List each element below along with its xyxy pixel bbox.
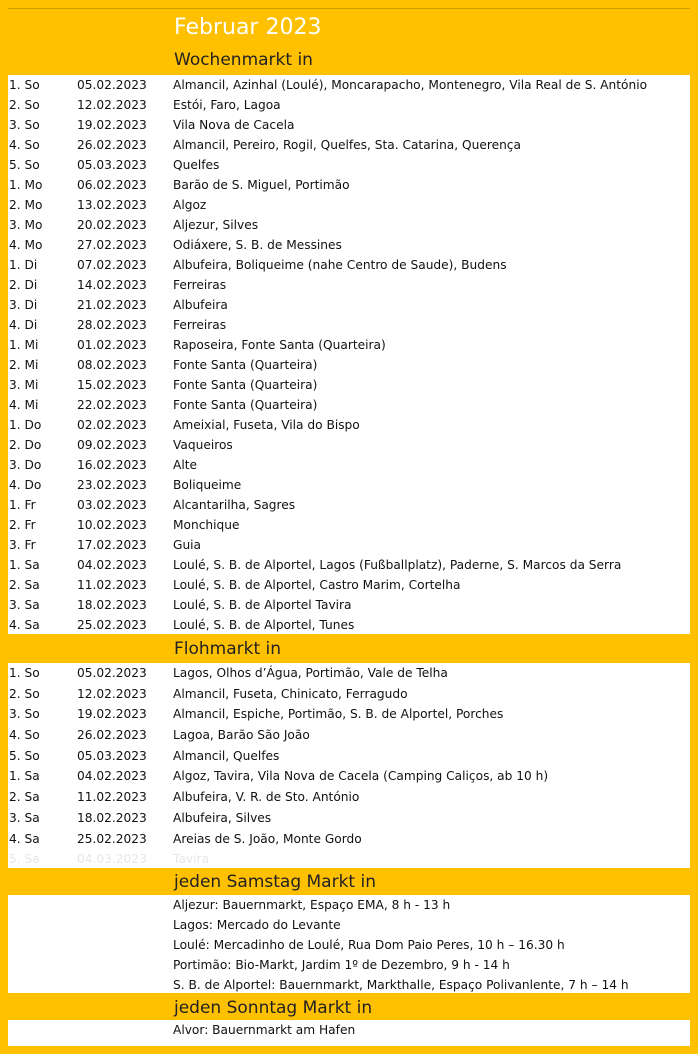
row-date: 11.02.2023: [77, 578, 147, 592]
row-week-label: 2. Di: [9, 278, 38, 292]
list-item: [8, 975, 690, 995]
row-week-label: 1. Mo: [9, 178, 43, 192]
row-week-label: 4. Sa: [9, 831, 40, 846]
row-date: 12.02.2023: [77, 98, 147, 112]
row-locations: Aljezur, Silves: [173, 218, 259, 232]
row-week-label: 3. Mo: [9, 218, 43, 232]
table-row: [8, 535, 690, 555]
row-week-label: 3. Mi: [9, 378, 39, 392]
row-locations: Fonte Santa (Quarteira): [173, 378, 318, 392]
row-date: 13.02.2023: [77, 198, 147, 212]
table-row: [8, 75, 690, 95]
table-row: [8, 595, 690, 615]
row-week-label: 1. Do: [9, 418, 42, 432]
row-locations: Vila Nova de Cacela: [173, 118, 295, 132]
row-locations: Ameixial, Fuseta, Vila do Bispo: [173, 418, 360, 432]
table-row: [8, 395, 690, 415]
table-row: [8, 235, 690, 255]
flohmarkt-table: [8, 663, 690, 868]
row-date: 05.03.2023: [77, 748, 147, 763]
row-date: 07.02.2023: [77, 258, 147, 272]
row-week-label: 5. So: [9, 748, 40, 763]
table-row: [8, 95, 690, 115]
row-locations: Albufeira, V. R. de Sto. António: [173, 790, 360, 805]
row-locations: Boliqueime: [173, 478, 242, 492]
row-date: 25.02.2023: [77, 831, 147, 846]
table-row: [8, 435, 690, 455]
list-item-text: Loulé: Mercadinho de Loulé, Rua Dom Paio Peres, 10 h – 16.30 h: [173, 938, 565, 952]
row-locations: Tavira: [173, 852, 209, 867]
row-date: 12.02.2023: [77, 686, 147, 701]
row-date: 21.02.2023: [77, 298, 147, 312]
row-date: 16.02.2023: [77, 458, 147, 472]
table-row: [8, 455, 690, 475]
list-item-text: Lagos: Mercado do Levante: [173, 918, 341, 932]
row-locations: Almancil, Azinhal (Loulé), Moncarapacho, Montenegro, Vila Real de S. António: [173, 78, 648, 92]
row-date: 26.02.2023: [77, 138, 147, 152]
row-week-label: 1. Fr: [9, 498, 36, 512]
table-row: [8, 515, 690, 535]
row-date: 19.02.2023: [77, 118, 147, 132]
table-row: [8, 315, 690, 335]
row-locations: Albufeira: [173, 298, 228, 312]
row-locations: Albufeira, Silves: [173, 810, 272, 825]
row-week-label: 1. Mi: [9, 338, 39, 352]
list-item-text: Aljezur: Bauernmarkt, Espaço EMA, 8 h - 13 h: [173, 898, 451, 912]
row-week-label: 4. Sa: [9, 618, 40, 632]
list-item: [8, 895, 690, 915]
row-date: 17.02.2023: [77, 538, 147, 552]
row-date: 20.02.2023: [77, 218, 147, 232]
sonntag-list: [8, 1020, 690, 1046]
row-date: 06.02.2023: [77, 178, 147, 192]
list-item: [8, 935, 690, 955]
row-locations: Ferreiras: [173, 318, 227, 332]
row-week-label: 2. Mo: [9, 198, 43, 212]
row-locations: Algoz, Tavira, Vila Nova de Cacela (Camping Caliços, ab 10 h): [173, 769, 549, 784]
row-date: 25.02.2023: [77, 618, 147, 632]
row-week-label: 2. Do: [9, 438, 42, 452]
row-week-label: 3. Fr: [9, 538, 36, 552]
row-date: 11.02.2023: [77, 790, 147, 805]
row-locations: Almancil, Fuseta, Chinicato, Ferragudo: [173, 686, 408, 701]
row-week-label: 2. Fr: [9, 518, 36, 532]
row-locations: Almancil, Quelfes: [173, 748, 280, 763]
section-heading-label: Wochenmarkt in: [174, 50, 313, 70]
row-locations: Almancil, Pereiro, Rogil, Quelfes, Sta. Catarina, Querença: [173, 138, 521, 152]
row-locations: Alte: [173, 458, 198, 472]
row-locations: Loulé, S. B. de Alportel, Castro Marim, Cortelha: [173, 578, 461, 592]
row-locations: Albufeira, Boliqueime (nahe Centro de Saude), Budens: [173, 258, 507, 272]
row-date: 28.02.2023: [77, 318, 147, 332]
row-locations: Guia: [173, 538, 202, 552]
table-row: [8, 415, 690, 435]
row-date: 04.02.2023: [77, 769, 147, 784]
row-locations: Lagos, Olhos d’Água, Portimão, Vale de Telha: [173, 666, 448, 680]
row-week-label: 3. So: [9, 707, 40, 722]
section-heading-label: Flohmarkt in: [174, 639, 282, 659]
table-row: [8, 175, 690, 195]
row-date: 03.02.2023: [77, 498, 147, 512]
row-locations: Alcantarilha, Sagres: [173, 498, 296, 512]
row-locations: Loulé, S. B. de Alportel Tavira: [173, 598, 352, 612]
row-locations: Loulé, S. B. de Alportel, Lagos (Fußballplatz), Paderne, S. Marcos da Serra: [173, 558, 622, 572]
row-date: 18.02.2023: [77, 810, 147, 825]
row-date: 04.03.2023: [77, 852, 147, 867]
row-locations: Vaqueiros: [173, 438, 233, 452]
section-heading-label: jeden Samstag Markt in: [174, 872, 376, 892]
list-item: [8, 1020, 690, 1040]
row-locations: Raposeira, Fonte Santa (Quarteira): [173, 338, 386, 352]
row-week-label: 2. Mi: [9, 358, 39, 372]
row-date: 19.02.2023: [77, 707, 147, 722]
row-locations: Estói, Faro, Lagoa: [173, 98, 281, 112]
table-row: [8, 475, 690, 495]
row-week-label: 4. So: [9, 138, 40, 152]
row-week-label: 3. So: [9, 118, 40, 132]
table-row: [8, 725, 690, 746]
wochenmarkt-table: [8, 75, 690, 634]
row-week-label: 4. Do: [9, 478, 42, 492]
row-week-label: 3. Di: [9, 298, 38, 312]
table-row: [8, 335, 690, 355]
row-date: 05.02.2023: [77, 666, 147, 680]
table-row: [8, 495, 690, 515]
row-week-label: 2. So: [9, 686, 40, 701]
table-row: [8, 555, 690, 575]
row-week-label: 5. So: [9, 158, 40, 172]
row-week-label: 1. Di: [9, 258, 38, 272]
row-date: 15.02.2023: [77, 378, 147, 392]
table-row: [8, 829, 690, 850]
list-item-text: S. B. de Alportel: Bauernmarkt, Markthalle, Espaço Polivanlente, 7 h – 14 h: [173, 978, 629, 992]
table-row: [8, 575, 690, 595]
table-row: [8, 808, 690, 829]
row-date: 10.02.2023: [77, 518, 147, 532]
row-date: 26.02.2023: [77, 728, 147, 743]
row-date: 22.02.2023: [77, 398, 147, 412]
row-locations: Areias de S. João, Monte Gordo: [173, 831, 362, 846]
row-date: 14.02.2023: [77, 278, 147, 292]
section-heading-label: jeden Sonntag Markt in: [174, 998, 373, 1018]
list-item: [8, 955, 690, 975]
table-row: [8, 615, 690, 635]
row-week-label: 4. Di: [9, 318, 38, 332]
table-row: [8, 704, 690, 725]
table-row: [8, 375, 690, 395]
table-row: [8, 746, 690, 767]
row-week-label: 4. Mo: [9, 238, 43, 252]
row-week-label: 4. So: [9, 728, 40, 743]
row-locations: Ferreiras: [173, 278, 227, 292]
table-row: [8, 766, 690, 787]
row-week-label: 4. Mi: [9, 398, 39, 412]
table-row: [8, 115, 690, 135]
table-row: [8, 215, 690, 235]
row-date: 04.02.2023: [77, 558, 147, 572]
row-week-label: 2. Sa: [9, 790, 40, 805]
row-locations: Quelfes: [173, 158, 220, 172]
row-week-label: 2. Sa: [9, 578, 40, 592]
row-locations: Lagoa, Barão São João: [173, 728, 310, 743]
row-locations: Odiáxere, S. B. de Messines: [173, 238, 342, 252]
samstag-list: [8, 895, 690, 993]
row-week-label: 2. So: [9, 98, 40, 112]
table-row: [8, 275, 690, 295]
table-row: [8, 684, 690, 705]
row-locations: Barão de S. Miguel, Portimão: [173, 178, 350, 192]
table-row: [8, 787, 690, 808]
row-locations: Fonte Santa (Quarteira): [173, 398, 318, 412]
row-date: 18.02.2023: [77, 598, 147, 612]
list-item-text: Portimão: Bio-Markt, Jardim 1º de Dezembro, 9 h - 14 h: [173, 958, 510, 972]
row-date: 05.03.2023: [77, 158, 147, 172]
row-locations: Fonte Santa (Quarteira): [173, 358, 318, 372]
row-locations: Algoz: [173, 198, 207, 212]
row-date: 02.02.2023: [77, 418, 147, 432]
row-locations: Almancil, Espiche, Portimão, S. B. de Alportel, Porches: [173, 707, 504, 722]
row-week-label: 1. So: [9, 78, 40, 92]
page-title: Februar 2023: [174, 15, 322, 40]
table-row: [8, 355, 690, 375]
table-row: [8, 135, 690, 155]
table-row: [8, 195, 690, 215]
row-date: 09.02.2023: [77, 438, 147, 452]
row-date: 27.02.2023: [77, 238, 147, 252]
table-row: [8, 255, 690, 275]
row-week-label: 3. Sa: [9, 598, 40, 612]
row-date: 23.02.2023: [77, 478, 147, 492]
table-row: [8, 155, 690, 175]
table-row: [8, 663, 690, 684]
row-date: 05.02.2023: [77, 78, 147, 92]
list-item-text: Alvor: Bauernmarkt am Hafen: [173, 1023, 356, 1037]
table-row: [8, 295, 690, 315]
row-week-label: 1. So: [9, 666, 40, 680]
row-date: 01.02.2023: [77, 338, 147, 352]
row-week-label: 3. Do: [9, 458, 42, 472]
top-border-line: [8, 8, 690, 9]
row-week-label: 3. Sa: [9, 810, 40, 825]
table-row: [8, 849, 690, 870]
row-date: 08.02.2023: [77, 358, 147, 372]
row-locations: Monchique: [173, 518, 240, 532]
row-week-label: 5. Sa: [9, 852, 40, 867]
row-week-label: 1. Sa: [9, 558, 40, 572]
list-item: [8, 915, 690, 935]
row-week-label: 1. Sa: [9, 769, 40, 784]
row-locations: Loulé, S. B. de Alportel, Tunes: [173, 618, 355, 632]
